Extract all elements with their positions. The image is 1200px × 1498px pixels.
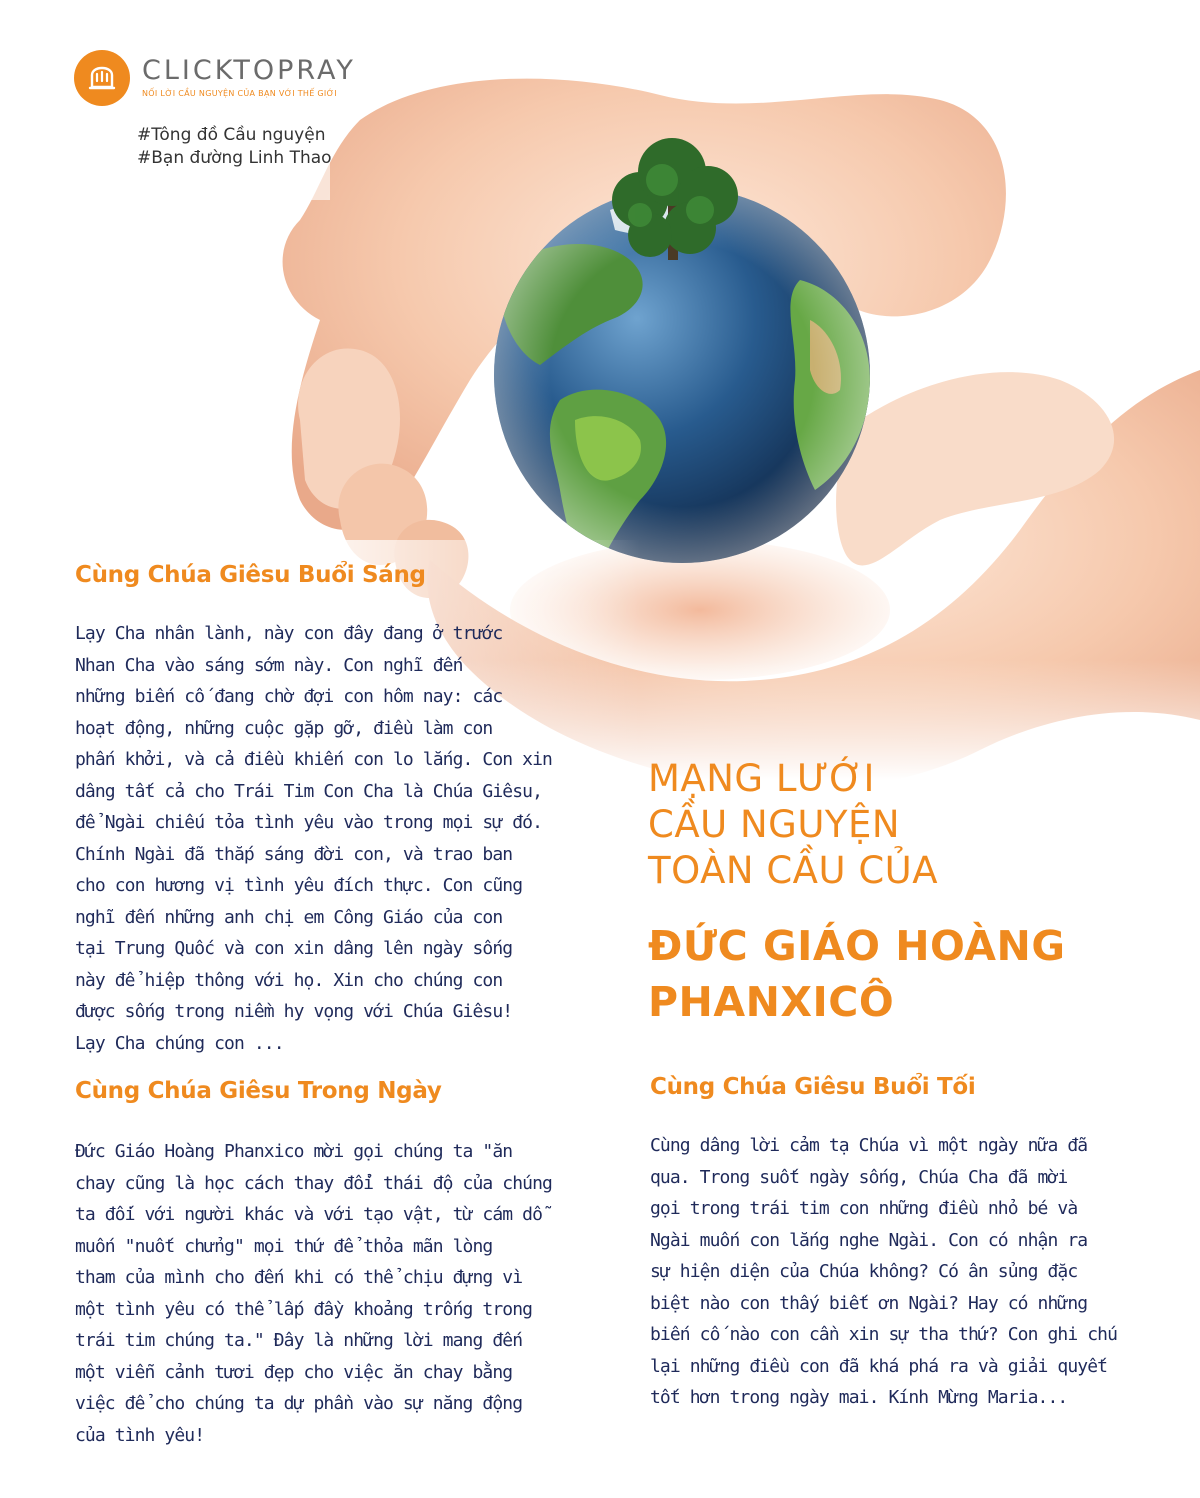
text-line: muốn "nuốt chửng" mọi thứ để thỏa mãn lòng: [75, 1235, 493, 1257]
hashtag-list: [137, 124, 332, 170]
text-line: tại Trung Quốc và con xin dâng lên ngày sống: [75, 938, 513, 959]
text-line: việc để cho chúng ta dự phần vào sự năng động: [75, 1393, 523, 1414]
text-line: lại những điều con đã khá phá ra và giải quyết: [650, 1355, 1108, 1377]
text-line: phấn khởi, và cả điều khiến con lo lắng. Con xin: [75, 749, 552, 770]
heading-line: CẦU NGUYỆN: [648, 803, 901, 846]
text-line: hoạt động, những cuộc gặp gỡ, điều làm con: [75, 717, 493, 739]
text-line: ta đối với người khác và với tạo vật, từ cám dỗ: [75, 1204, 543, 1225]
text-line: chay cũng là học cách thay đổi thái độ của chúng: [75, 1172, 552, 1194]
brand-tagline: NỐI LỜI CẦU NGUYỆN CỦA BẠN VỚI THẾ GIỚI: [142, 89, 337, 98]
morning-title: Cùng Chúa Giêsu Buổi Sáng: [75, 562, 426, 588]
hashtag: #Bạn đường Linh Thao: [137, 148, 332, 168]
text-line: của tình yêu!: [75, 1424, 205, 1446]
heading-line: MẠNG LƯỚI: [648, 757, 875, 800]
text-line: Cùng dâng lời cảm tạ Chúa vì một ngày nữa đã: [650, 1135, 1088, 1156]
evening-title: Cùng Chúa Giêsu Buổi Tối: [650, 1074, 976, 1100]
text-line: dâng tất cả cho Trái Tim Con Cha là Chúa Giêsu,: [75, 780, 543, 802]
text-line: trái tim chúng ta." Đây là những lời mang đến: [75, 1330, 523, 1351]
brand-name: CLICKTOPRAY: [142, 55, 356, 86]
text-line: Ngài muốn con lắng nghe Ngài. Con có nhận ra: [650, 1229, 1088, 1251]
hashtag: #Tông đồ Cầu nguyện: [137, 125, 326, 145]
brand-logo: [74, 50, 356, 106]
day-text: [75, 1136, 552, 1451]
heading-bold-line: PHANXICÔ: [648, 978, 895, 1026]
main-heading: [648, 756, 1066, 1030]
heading-line: TOÀN CẦU CỦA: [648, 849, 939, 892]
text-line: Nhan Cha vào sáng sớm này. Con nghĩ đến: [75, 654, 463, 676]
text-line: tốt hơn trong ngày mai. Kính Mừng Maria...: [650, 1387, 1068, 1408]
text-line: Lạy Cha nhân lành, này con đây đang ở trước: [75, 623, 503, 644]
text-line: Đức Giáo Hoàng Phanxico mời gọi chúng ta "ăn: [75, 1141, 513, 1162]
text-line: sự hiện diện của Chúa không? Có ân sủng đặc: [650, 1261, 1078, 1282]
text-line: được sống trong niềm hy vọng với Chúa Giêsu!: [75, 1001, 513, 1022]
text-line: Chính Ngài đã thắp sáng đời con, và trao ban: [75, 843, 513, 865]
text-line: này để hiệp thông với họ. Xin cho chúng con: [75, 969, 503, 991]
text-line: nghĩ đến những anh chị em Công Giáo của con: [75, 906, 503, 928]
text-line: những biến cố đang chờ đợi con hôm nay: các: [75, 686, 503, 707]
morning-text: [75, 618, 552, 1059]
text-line: gọi trong trái tim con những điều nhỏ bé và: [650, 1198, 1078, 1219]
day-title: Cùng Chúa Giêsu Trong Ngày: [75, 1078, 442, 1104]
text-line: để Ngài chiếu tỏa tình yêu vào trong mọi sự đó.: [75, 812, 543, 833]
text-line: cho con hương vị tình yêu đích thực. Con cũng: [75, 875, 523, 896]
praying-hands-icon: [74, 50, 130, 106]
text-line: biến cố nào con cần xin sự tha thứ? Con ghi chú: [650, 1324, 1118, 1345]
evening-text: [650, 1130, 1117, 1414]
text-line: một viễn cảnh tươi đẹp cho việc ăn chay bằng: [75, 1361, 513, 1383]
heading-bold-line: ĐỨC GIÁO HOÀNG: [648, 922, 1066, 970]
text-line: biệt nào con thấy biết ơn Ngài? Hay có những: [650, 1292, 1088, 1314]
text-line: qua. Trong suốt ngày sống, Chúa Cha đã mời: [650, 1166, 1068, 1188]
text-line: Lạy Cha chúng con ...: [75, 1032, 284, 1054]
text-line: một tình yêu có thể lấp đầy khoảng trống trong: [75, 1298, 533, 1320]
text-line: tham của mình cho đến khi có thể chịu đựng vì: [75, 1267, 523, 1288]
